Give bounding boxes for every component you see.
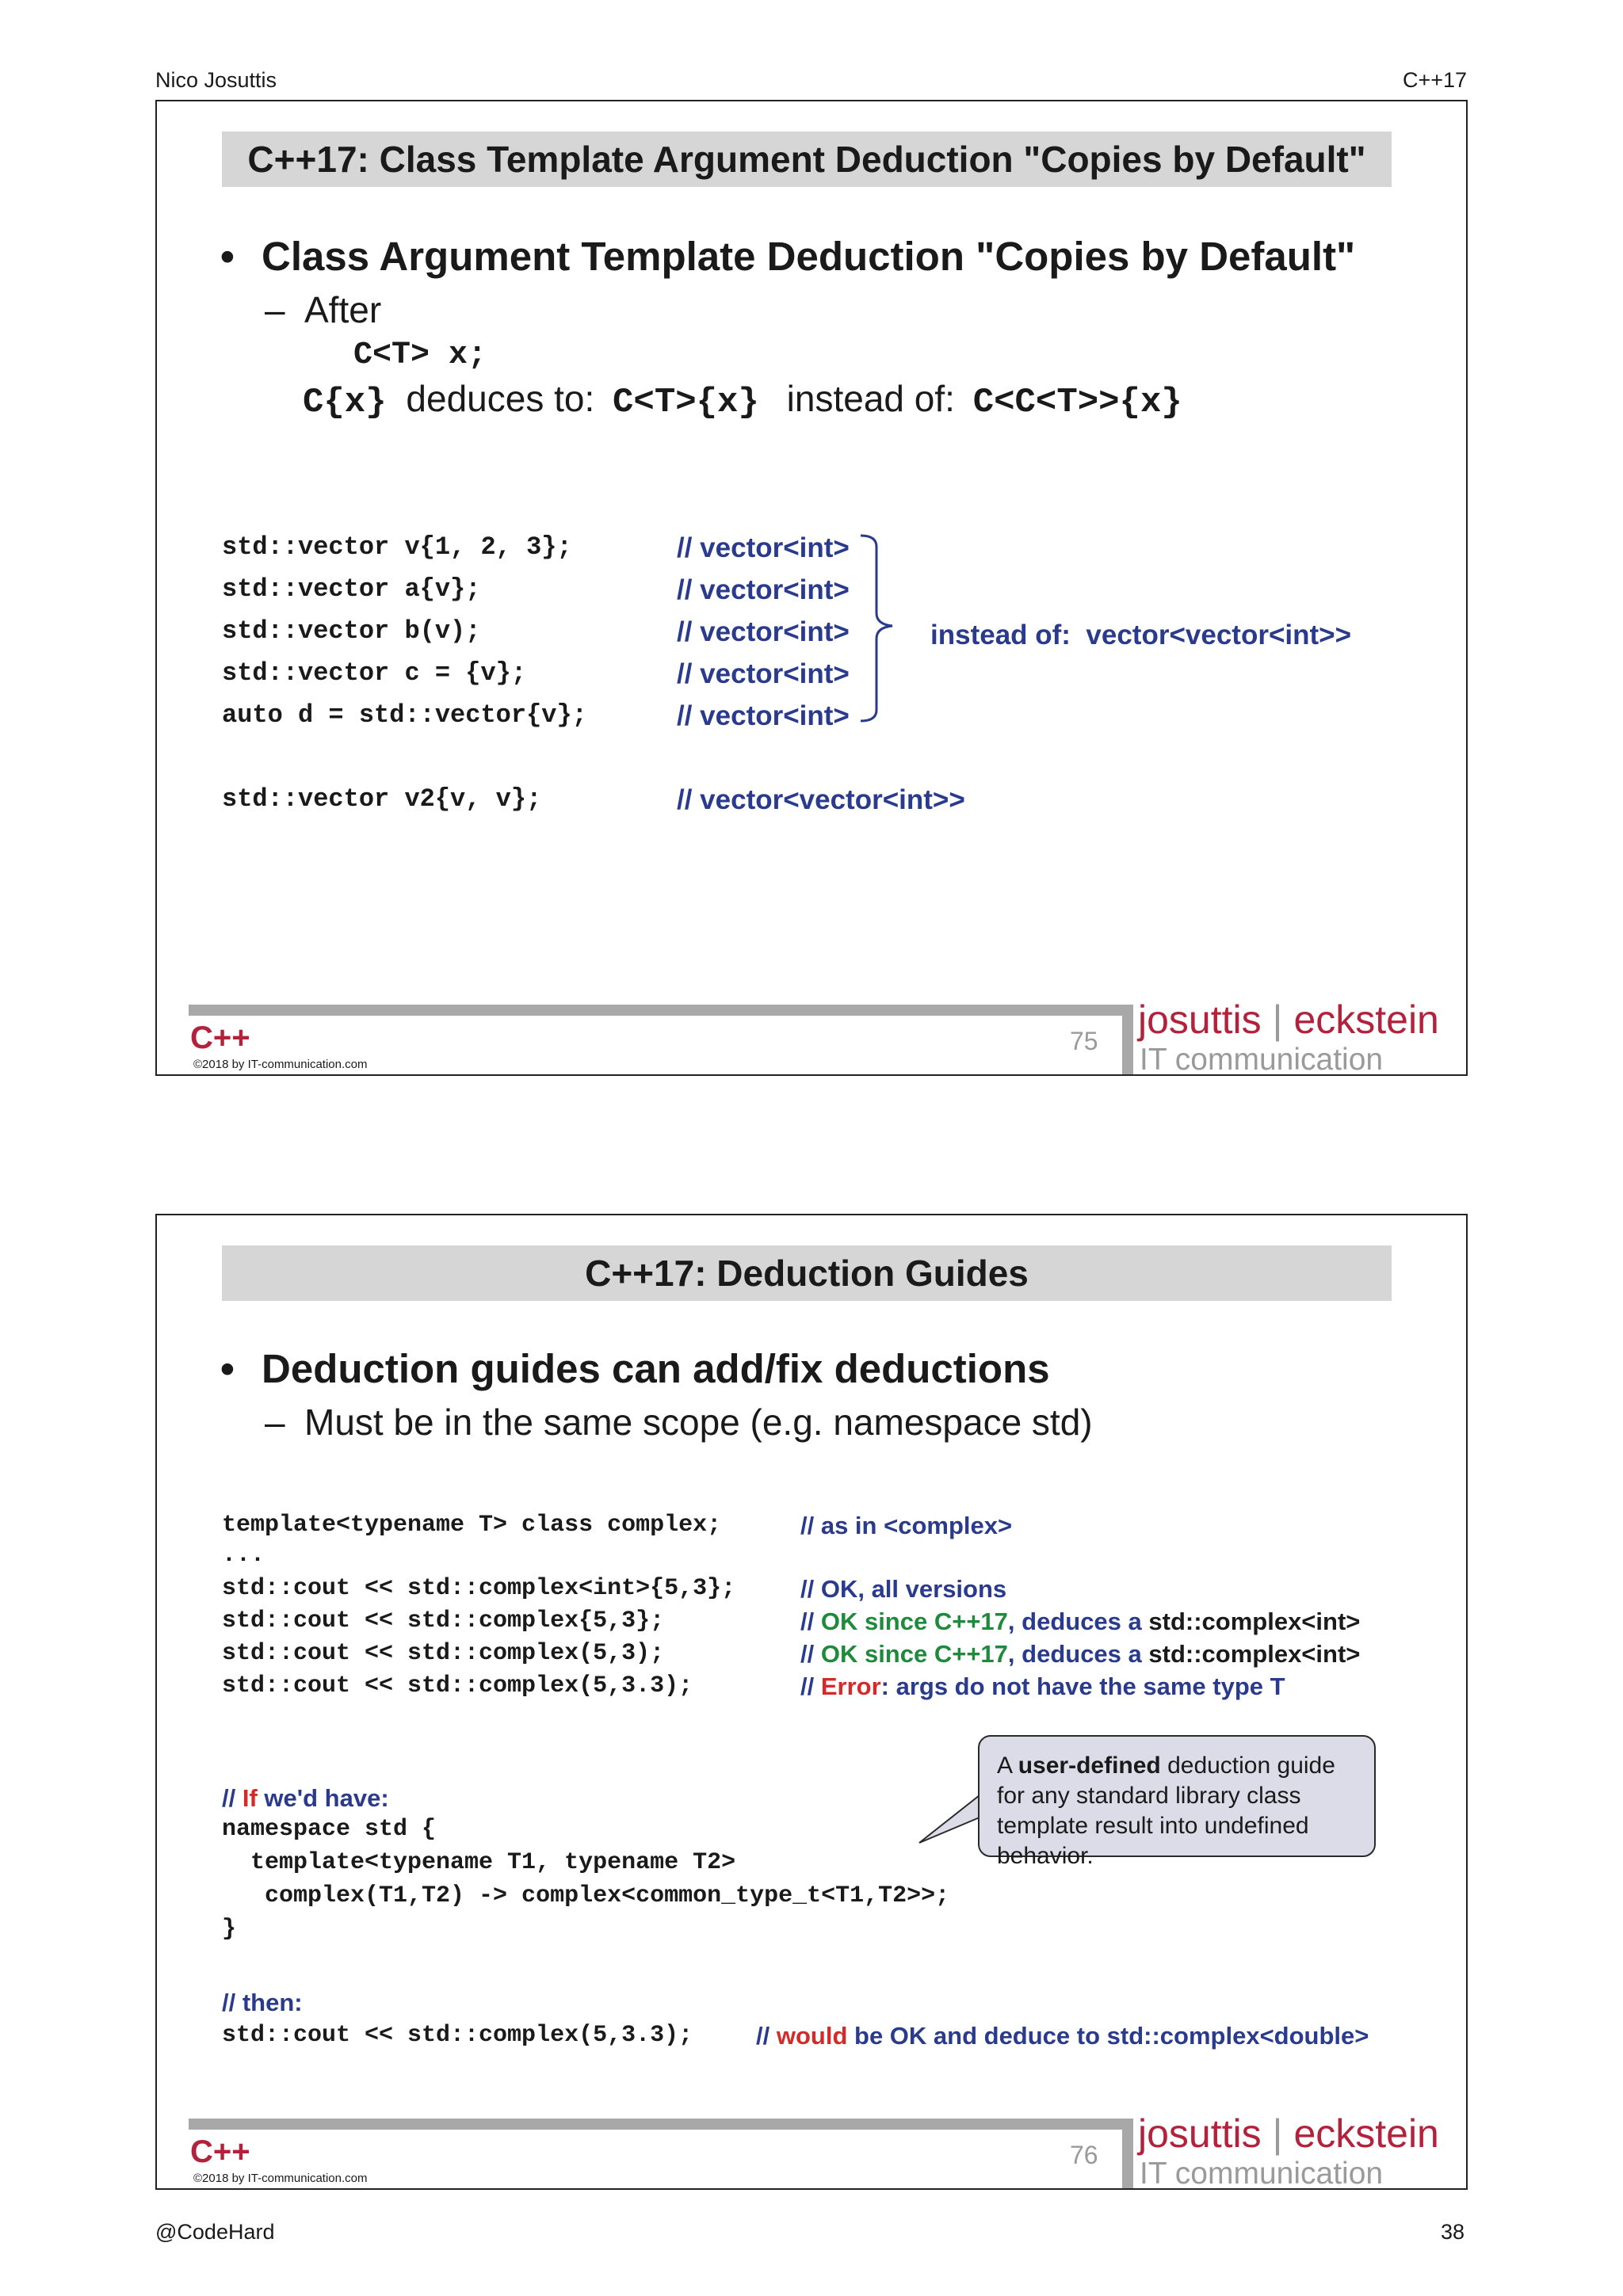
brand-separator: | (1272, 997, 1283, 1042)
code-line: ... (222, 1542, 265, 1569)
page-header-topic: C++17 (1403, 68, 1468, 92)
slide-number: 75 (1070, 1027, 1098, 1055)
cpp-logo: C++ (190, 1020, 250, 1055)
code-line: } (222, 1916, 237, 1943)
comment-type: std::complex<int> (1148, 1640, 1361, 1668)
comment-text: , deduces a (1007, 1640, 1149, 1668)
callout-emphasis: user-defined (1018, 1753, 1161, 1779)
code-comment: // vector<int> (677, 574, 850, 605)
deduce-line (303, 377, 1182, 422)
code-comment: // then: (222, 1989, 303, 2016)
sub-point (265, 1401, 1093, 1444)
comment-text: we'd have: (257, 1784, 389, 1812)
deduce-text-2: instead of: (786, 378, 955, 419)
comment-text: be OK and deduce to std::complex<double> (847, 2022, 1369, 2050)
comment-prefix: // (800, 1672, 821, 1700)
code-line: std::vector c = {v}; (222, 658, 527, 688)
code-comment (222, 1784, 389, 1813)
comment-text: : args do not have the same type T (880, 1672, 1285, 1700)
code-comment: // vector<vector<int>> (677, 784, 965, 815)
code-declaration: C<T> x; (353, 338, 487, 373)
comment-prefix: // (756, 2022, 777, 2050)
code-comment (800, 1608, 1360, 1636)
code-line: std::vector a{v}; (222, 574, 481, 604)
bullet-point (220, 1345, 1050, 1392)
footer-divider (1122, 1005, 1133, 1074)
code-line: std::cout << std::complex(5,3.3); (222, 2022, 693, 2049)
slide-76 (155, 1214, 1468, 2190)
code-comment: // vector<int> (677, 658, 850, 689)
comment-prefix: // (800, 1608, 821, 1635)
dash-icon: – (265, 289, 285, 330)
code-line: std::vector v{1, 2, 3}; (222, 532, 572, 562)
bullet-text: Deduction guides can add/fix deductions (262, 1346, 1050, 1391)
comment-ok: OK since C++17 (820, 1640, 1008, 1668)
brand-left: josuttis (1138, 2111, 1262, 2156)
comment-prefix: // (800, 1640, 821, 1668)
sub-text: After (304, 289, 382, 330)
page-header-author: Nico Josuttis (155, 68, 277, 92)
copyright: ©2018 by IT-communication.com (193, 2172, 368, 2185)
dash-icon: – (265, 1402, 285, 1443)
code-line: std::vector b(v); (222, 616, 481, 646)
footer-divider (1122, 2119, 1133, 2188)
slide-75 (155, 100, 1468, 1076)
comment-text: , deduces a (1007, 1608, 1149, 1635)
brand-logo (1138, 997, 1439, 1043)
comment-prefix: // (222, 1784, 242, 1812)
code-line: complex(T1,T2) -> complex<common_type_t<T1,T2>>; (222, 1882, 950, 1909)
right-brace-icon (859, 534, 907, 724)
deduce-code-1: C<T>{x} (613, 383, 759, 422)
code-line: auto d = std::vector{v}; (222, 700, 587, 730)
code-line: std::cout << std::complex<int>{5,3}; (222, 1575, 736, 1602)
page-number: 38 (1441, 2220, 1465, 2244)
callout-note (978, 1735, 1376, 1869)
code-comment (800, 1640, 1360, 1669)
code-comment: // vector<int> (677, 700, 850, 731)
slide-title: C++17: Deduction Guides (222, 1245, 1392, 1301)
callout-text: A (997, 1753, 1018, 1779)
bullet-point (220, 233, 1355, 280)
brand-left: josuttis (1138, 997, 1262, 1042)
code-line: std::vector v2{v, v}; (222, 784, 542, 814)
brand-right: eckstein (1293, 997, 1439, 1042)
code-comment: // as in <complex> (800, 1512, 1013, 1539)
code-line: std::cout << std::complex{5,3}; (222, 1608, 665, 1634)
cpp-logo: C++ (190, 2134, 250, 2169)
comment-error: Error (820, 1672, 881, 1700)
code-line: namespace std { (222, 1816, 437, 1843)
brace-note: instead of: vector<vector<int>> (930, 620, 1352, 650)
code-line: template<typename T1, typename T2> (222, 1849, 736, 1876)
footer-rule (189, 2119, 1133, 2130)
brand-subtitle: IT communication (1140, 1043, 1384, 1077)
code-line: std::cout << std::complex(5,3.3); (222, 1672, 693, 1699)
bullet-dot-icon: • (220, 1346, 235, 1391)
callout-text: deduction guide for any standard library class template result into undefined behavior. (997, 1753, 1335, 1869)
brand-logo (1138, 2111, 1439, 2157)
sub-text: Must be in the same scope (e.g. namespace std) (304, 1402, 1093, 1443)
deduce-expr: C{x} (303, 383, 387, 422)
code-comment (756, 2022, 1369, 2050)
brand-separator: | (1272, 2111, 1283, 2156)
copyright: ©2018 by IT-communication.com (193, 1058, 368, 1071)
sub-point (265, 288, 381, 331)
bullet-text: Class Argument Template Deduction "Copies by Default" (262, 234, 1356, 279)
code-comment: // vector<int> (677, 532, 850, 563)
code-comment: // vector<int> (677, 616, 850, 647)
footer-rule (189, 1005, 1133, 1016)
code-comment: // OK, all versions (800, 1575, 1007, 1603)
slide-title: C++17: Class Template Argument Deduction "Copies by Default" (222, 132, 1392, 187)
code-comment (800, 1672, 1285, 1701)
brand-subtitle: IT communication (1140, 2157, 1384, 2191)
comment-ok: OK since C++17 (820, 1608, 1008, 1635)
comment-would: would (776, 2022, 848, 2050)
comment-type: std::complex<int> (1148, 1608, 1361, 1635)
code-line: std::cout << std::complex(5,3); (222, 1640, 665, 1667)
comment-if: If (242, 1784, 258, 1812)
deduce-text-1: deduces to: (406, 378, 595, 419)
deduce-code-2: C<C<T>>{x} (972, 383, 1182, 422)
page-footer-handle: @CodeHard (155, 2220, 275, 2244)
code-line: template<typename T> class complex; (222, 1512, 722, 1539)
bullet-dot-icon: • (220, 234, 235, 279)
slide-number: 76 (1070, 2141, 1098, 2169)
brand-right: eckstein (1293, 2111, 1439, 2156)
